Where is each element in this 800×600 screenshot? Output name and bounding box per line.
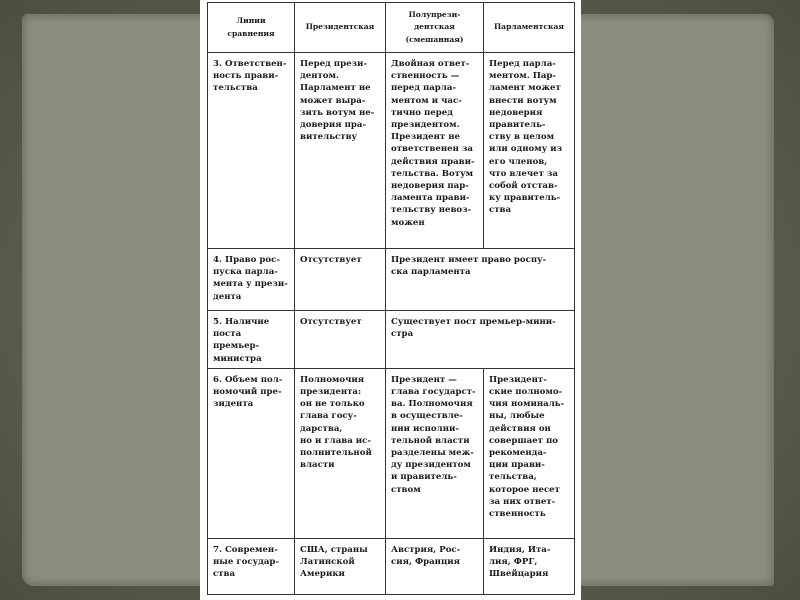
header-criteria: Линии сравнения [208,3,295,53]
criterion-cell: 5. Наличие поста премьер- министра [208,311,295,369]
presidential-cell: США, страны Латинской Америки [295,538,386,594]
semi-presidential-cell: Австрия, Рос- сия, Франция [386,538,484,594]
presidential-cell: Перед прези- дентом. Парламент не может выра- зить вотум не- доверия пра- вительству [295,53,386,249]
criterion-cell: 7. Современ- ные государ- ства [208,538,295,594]
criterion-cell: 3. Ответствен- ность прави- тельства [208,53,295,249]
table-row [208,249,575,311]
parliamentary-cell: Президент- ские полномо- чия номиналь- ны, любые действия он совершает по рекоменда- ции прави- тельства, которое несет за них ответ- ственность [484,368,575,538]
criterion-cell: 6. Объем пол- номочий пре- зидента [208,368,295,538]
presidential-cell: Отсутствует [295,249,386,311]
header-row [208,3,575,53]
semi-presidential-cell: Двойная ответ- ственность — перед парла- ментом и час- тично перед президентом. Президент не ответственен за действия прави- тельства. Вотум недоверия пар- ламента прави- тельству невоз- можен [386,53,484,249]
semi-and-parliamentary-cell: Президент имеет право роспу- ска парламента [386,249,575,311]
table-row [208,538,575,594]
semi-presidential-cell: Президент — глава государст- ва. Полномочия в осуществле- нии исполни- тельной власти разделены меж- ду президентом и правитель- ством [386,368,484,538]
header-parliamentary: Парламентская [484,3,575,53]
parliamentary-cell: Индия, Ита- лия, ФРГ, Швейцария [484,538,575,594]
header-presidential: Президентская [295,3,386,53]
table-row [208,368,575,538]
comparison-table [207,2,575,595]
table-row [208,311,575,369]
table-row [208,53,575,249]
criterion-cell: 4. Право рос- пуска парла- мента у прези- дента [208,249,295,311]
header-semi-presidential: Полупрези- дентская (смешанная) [386,3,484,53]
semi-and-parliamentary-cell: Существует пост премьер-мини- стра [386,311,575,369]
presidential-cell: Полномочия президента: он не только глава госу- дарства, но и глава ис- полнительной власти [295,368,386,538]
presidential-cell: Отсутствует [295,311,386,369]
parliamentary-cell: Перед парла- ментом. Пар- ламент может внести вотум недоверия правитель- ству в целом или одному из его членов, что влечет за собой отстав- ку правитель- ства [484,53,575,249]
